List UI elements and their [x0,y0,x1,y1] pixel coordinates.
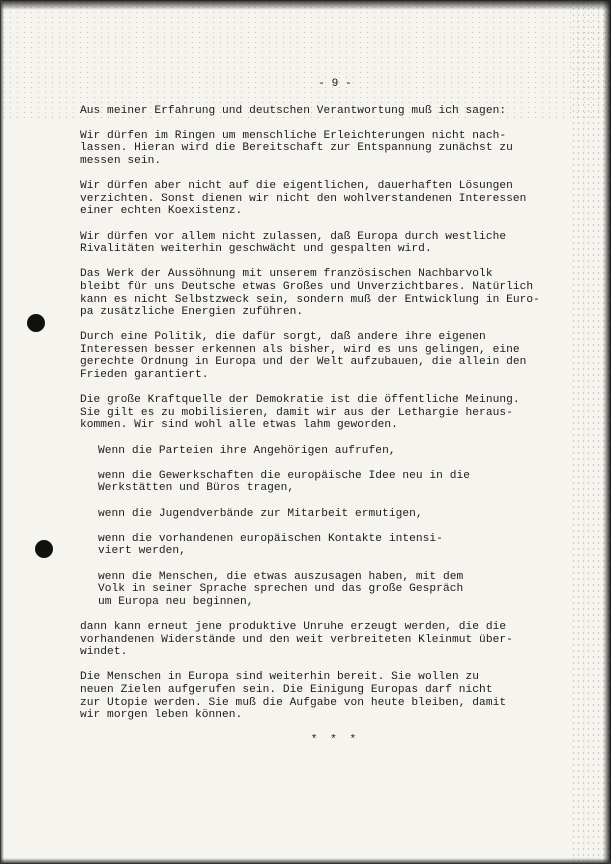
scan-edge-bottom [0,858,611,864]
indented-item: wenn die Gewerkschaften die europäische Idee neu in die Werkstätten und Büros tragen, [98,469,470,495]
page-number: - 9 - [318,78,352,90]
paragraph: Durch eine Politik, die dafür sorgt, daß andere ihre eigenen Interessen besser erkennen als bisher, wird es uns gelingen, eine gerechte Ordnung in Europa und der Welt aufzubauen, die allein den Frieden garantiert. [80,331,527,382]
paragraph: Aus meiner Erfahrung und deutschen Verantwortung muß ich sagen: [80,104,507,117]
indented-item: wenn die vorhandenen europäischen Kontakte intensi- viert werden, [98,532,443,558]
scan-edge-left [0,0,4,864]
paragraph: Wir dürfen im Ringen um menschliche Erleichterungen nicht nach- lassen. Hieran wird die Bereitschaft zur Entspannung zunächst zu messen sein. [80,129,513,167]
punch-hole-top [27,314,45,332]
paragraph: Wir dürfen aber nicht auf die eigentlichen, dauerhaften Lösungen verzichten. Sonst dienen wir nicht den wohlverstandenen Interessen einer echten Koexistenz. [80,180,527,218]
end-mark: * * * [310,734,360,747]
indented-item: wenn die Jugendverbände zur Mitarbeit ermutigen, [98,507,423,520]
paragraph: Das Werk der Aussöhnung mit unserem französischen Nachbarvolk bleibt für uns Deutsche etwas Großes und Unverzichtbares. Natürlich kann es nicht Selbstzweck sein, sondern muß der Entwicklung in Euro- pa zusätzliche Energien zuführen. [80,268,540,319]
typewritten-text [80,72,570,747]
scan-edge-top [0,0,611,10]
scan-edge-right [603,0,611,864]
paragraph: Wir dürfen vor allem nicht zulassen, daß Europa durch westliche Rivalitäten weiterhin geschwächt und gespalten wird. [80,230,507,256]
paragraph: Die Menschen in Europa sind weiterhin bereit. Sie wollen zu neuen Zielen aufgerufen sein. Die Einigung Europas darf nicht zur Utopie werden. Sie muß die Aufgabe von heute bleiben, damit wir morgen leben können. [80,671,507,722]
indented-item: Wenn die Parteien ihre Angehörigen aufrufen, [98,444,396,457]
paragraph: Die große Kraftquelle der Demokratie ist die öffentliche Meinung. Sie gilt es zu mobilisieren, damit wir aus der Lethargie heraus- kommen. Wir sind wohl alle etwas lahm geworden. [80,394,520,432]
indented-item: wenn die Menschen, die etwas auszusagen haben, mit dem Volk in seiner Sprache sprechen und das große Gespräch um Europa neu beginnen, [98,570,464,608]
paragraph: dann kann erneut jene produktive Unruhe erzeugt werden, die die vorhandenen Widerstände und den weit verbreiteten Kleinmut über- windet. [80,620,513,659]
punch-hole-bottom [35,540,53,558]
